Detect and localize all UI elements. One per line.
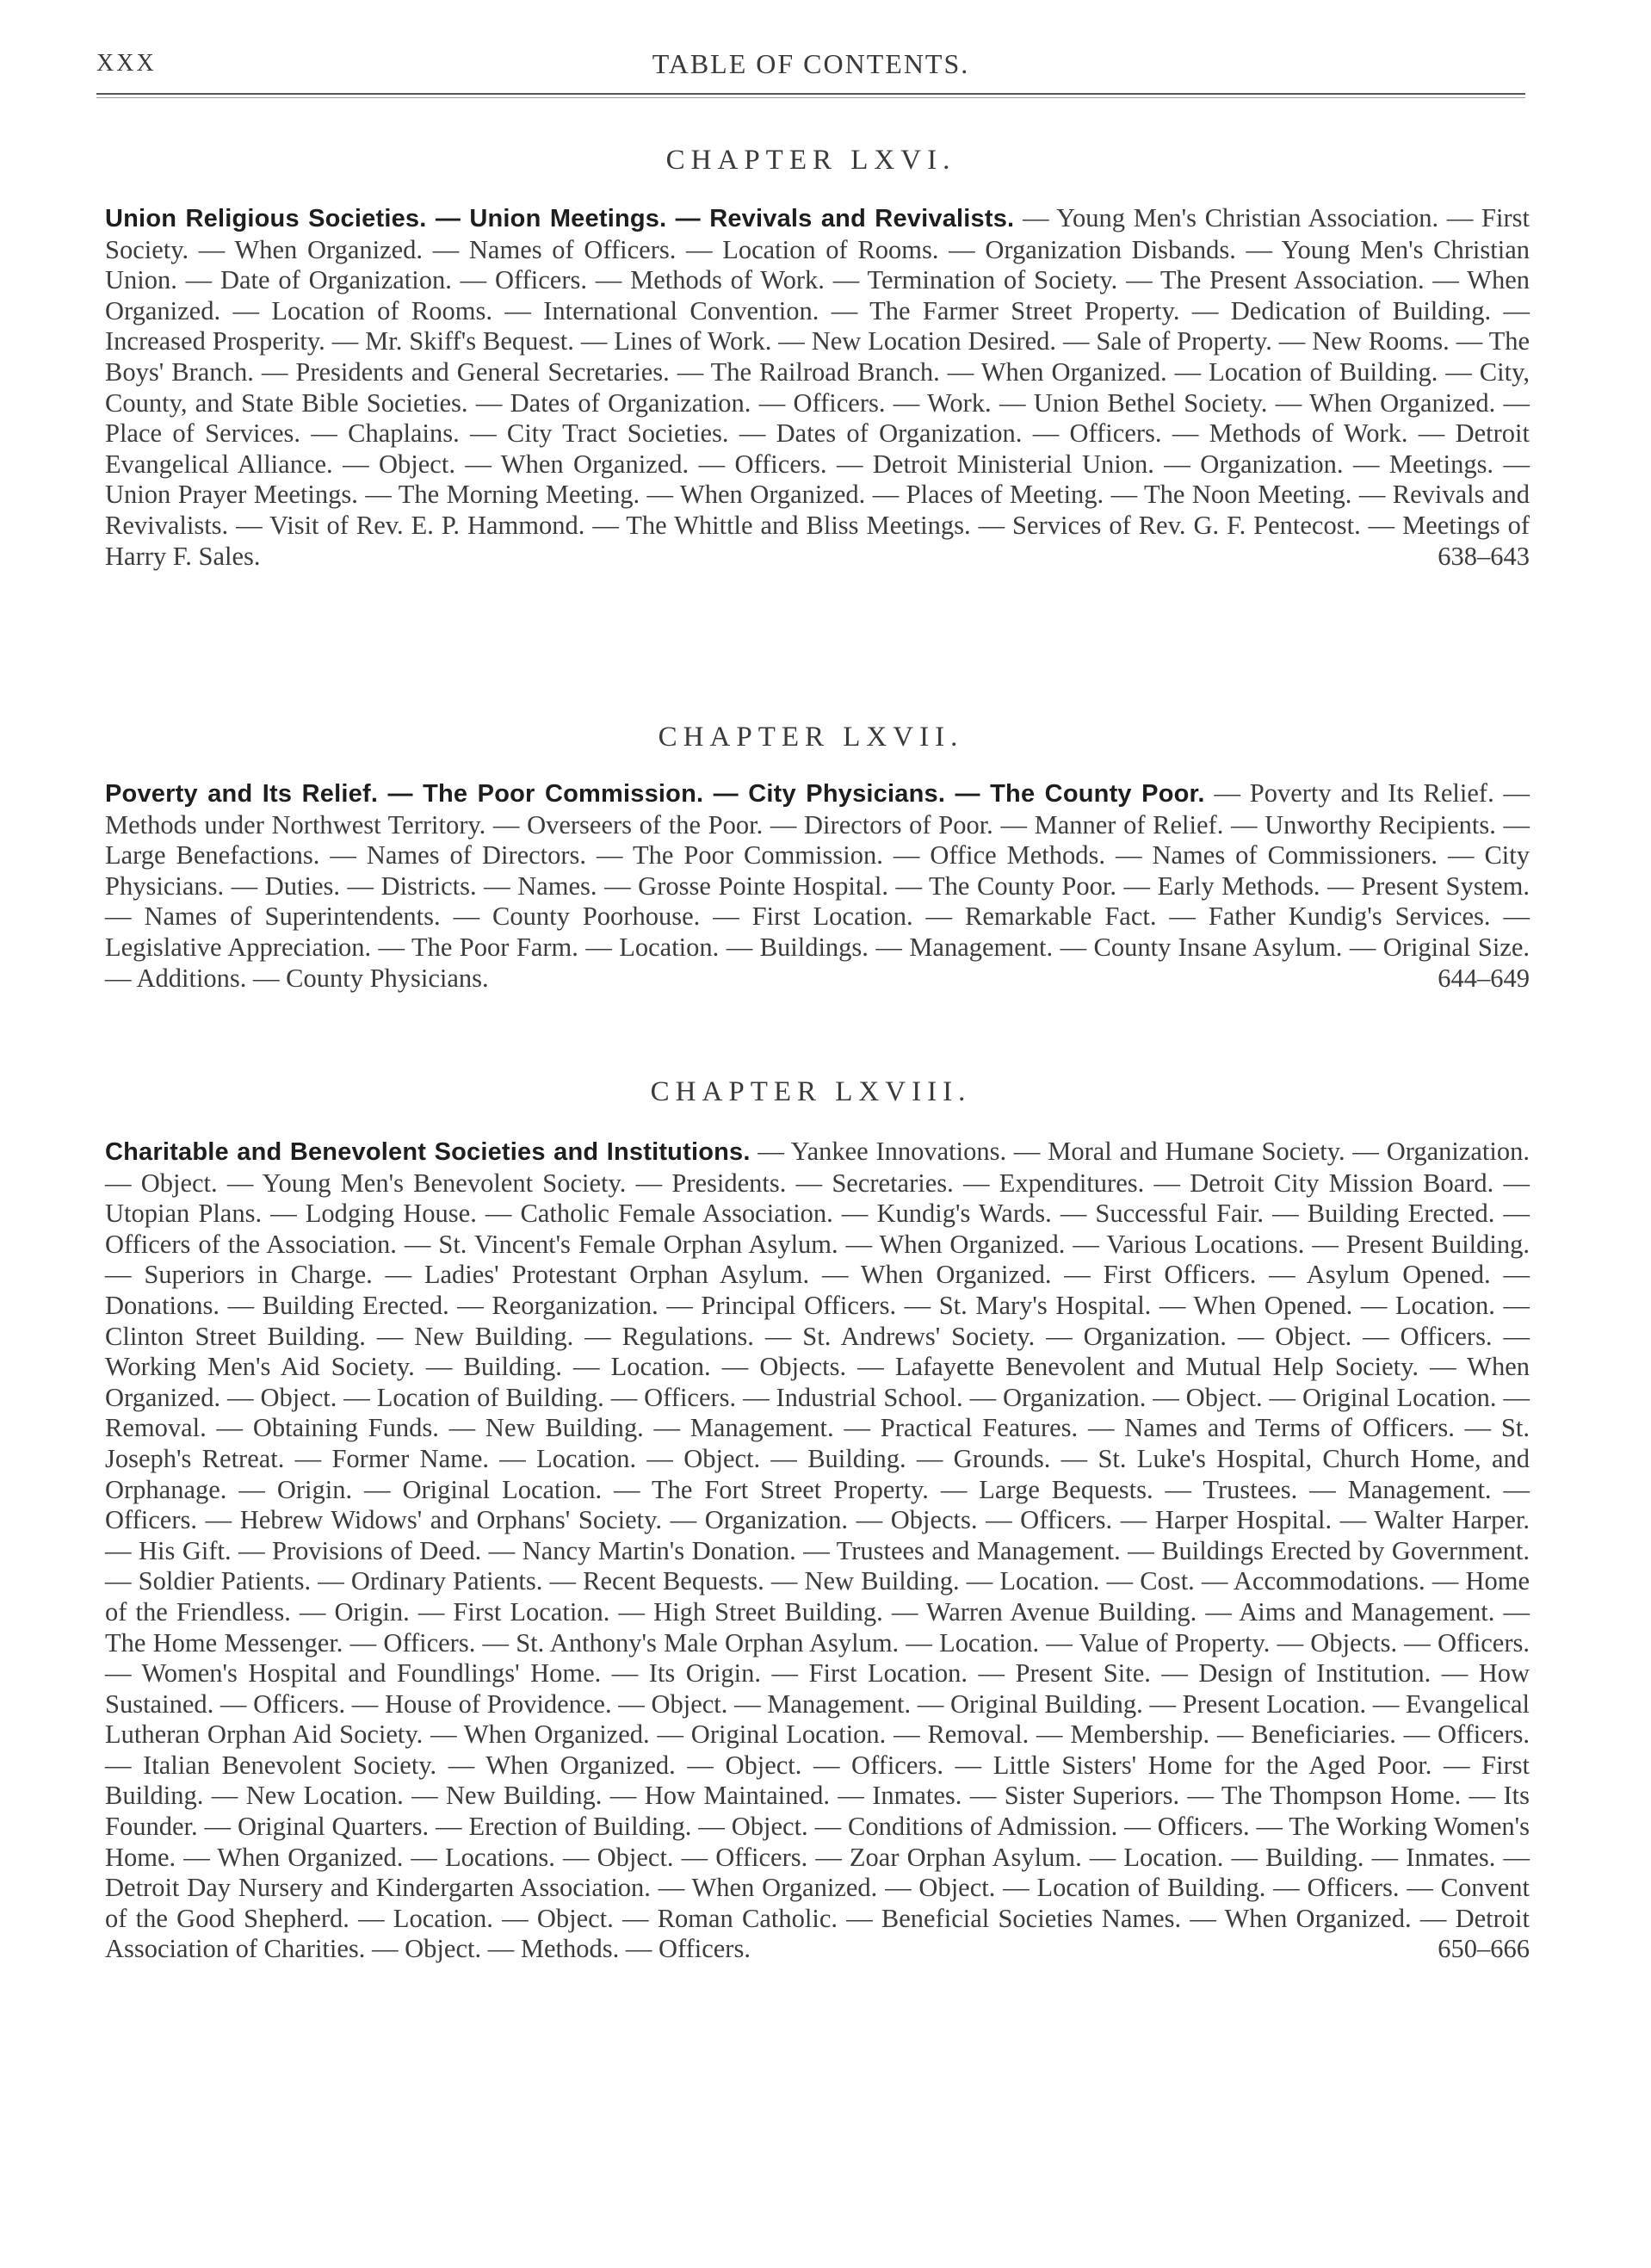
chapter-entry-lxvi — [105, 203, 1530, 572]
chapter-heading-lxviii: CHAPTER LXVIII. — [650, 1076, 972, 1107]
chapter-entry-lxviii — [105, 1137, 1530, 1965]
entry-text: — Young Men's Christian Association. — First Society. — When Organized. — Names of Officers. — Location of Rooms. — Organization Disbands. — Young Men's Christian Union. — Date of Organization. — Officers. — Methods of Work. — Termination of Society. — The Present Association. — When Organized. — Location of Rooms. — International Convention. — The Farmer Street Property. — Dedication of Building. — Increased Prosperity. — Mr. Skiff's Bequest. — Lines of Work. — New Location Desired. — Sale of Property. — New Rooms. — The Boys' Branch. — Presidents and General Secretaries. — The Railroad Branch. — When Organized. — Location of Building. — City, County, and State Bible Societies. — Dates of Organization. — Officers. — Work. — Union Bethel Society. — When Organized. — Place of Services. — Chaplains. — City Tract Societies. — Dates of Organization. — Officers. — Methods of Work. — Detroit Evangelical Alliance. — Object. — When Organized. — Officers. — Detroit Ministerial Union. — Organization. — Meetings. — Union Prayer Meetings. — The Morning Meeting. — When Organized. — Places of Meeting. — The Noon Meeting. — Revivals and Revivalists. — Visit of Rev. E. P. Hammond. — The Whittle and Bliss Meetings. — Services of Rev. G. F. Pentecost. — Meetings of Harry F. Sales. — [105, 203, 1530, 571]
header-rule — [96, 93, 1525, 95]
entry-lead: Charitable and Benevolent Societies and Institutions. — [105, 1138, 751, 1166]
chapter-heading-lxvi: CHAPTER LXVI. — [665, 145, 956, 176]
entry-pages: 638–643 — [1438, 541, 1530, 571]
entry-lead: Poverty and Its Relief. — The Poor Commission. — City Physicians. — The County Poor. — [105, 780, 1205, 808]
header-rule-thin — [96, 97, 1525, 98]
entry-pages: 650–666 — [1438, 1934, 1530, 1964]
running-head — [96, 45, 1525, 79]
entry-lead: Union Religious Societies. — Union Meetings. — Revivals and Revivalists. — [105, 205, 1015, 232]
page-title: TABLE OF CONTENTS. — [652, 48, 970, 79]
chapter-entry-lxvii — [105, 778, 1530, 994]
entry-text: — Poverty and Its Relief. — Methods under Northwest Territory. — Overseers of the Poor. — Directors of Poor. — Manner of Relief. — Unworthy Recipients. — Large Benefactions. — Names of Directors. — The Poor Commission. — Office Methods. — Names of Commissioners. — City Physicians. — Duties. — Districts. — Names. — Grosse Pointe Hospital. — The County Poor. — Early Methods. — Present System. — Names of Superintendents. — County Poorhouse. — First Location. — Remarkable Fact. — Father Kundig's Services. — Legislative Appreciation. — The Poor Farm. — Location. — Buildings. — Management. — County Insane Asylum. — Original Size. — Additions. — County Physicians. — [105, 778, 1530, 993]
entry-text: — Yankee Innovations. — Moral and Humane Society. — Organization. — Object. — Young Men's Benevolent Society. — Presidents. — Secretaries. — Expenditures. — Detroit City Mission Board. — Utopian Plans. — Lodging House. — Catholic Female Association. — Kundig's Wards. — Successful Fair. — Building Erected. — Officers of the Association. — St. Vincent's Female Orphan Asylum. — When Organized. — Various Locations. — Present Building. — Superiors in Charge. — Ladies' Protestant Orphan Asylum. — When Organized. — First Officers. — Asylum Opened. — Donations. — Building Erected. — Reorganization. — Principal Officers. — St. Mary's Hospital. — When Opened. — Location. — Clinton Street Building. — New Building. — Regulations. — St. Andrews' Society. — Organization. — Object. — Officers. — Working Men's Aid Society. — Building. — Location. — Objects. — Lafayette Benevolent and Mutual Help Society. — When Organized. — Object. — Location of Building. — Officers. — Industrial School. — Organization. — Object. — Original Location. — Removal. — Obtaining Funds. — New Building. — Management. — Practical Features. — Names and Terms of Officers. — St. Joseph's Retreat. — Former Name. — Location. — Object. — Building. — Grounds. — St. Luke's Hospital, Church Home, and Orphanage. — Origin. — Original Location. — The Fort Street Property. — Large Bequests. — Trustees. — Management. — Officers. — Hebrew Widows' and Orphans' Society. — Organization. — Objects. — Officers. — Harper Hospital. — Walter Harper. — His Gift. — Provisions of Deed. — Nancy Martin's Donation. — Trustees and Management. — Buildings Erected by Government. — Soldier Patients. — Ordinary Patients. — Recent Bequests. — New Building. — Location. — Cost. — Accommodations. — Home of the Friendless. — Origin. — First Location. — High Street Building. — Warren Avenue Building. — Aims and Management. — The Home Messenger. — Officers. — St. Anthony's Male Orphan Asylum. — Location. — Value of Property. — Objects. — Officers. — Women's Hospital and Foundlings' Home. — Its Origin. — First Location. — Present Site. — Design of Institution. — How Sustained. — Officers. — House of Providence. — Object. — Management. — Original Building. — Present Location. — Evangelical Lutheran Orphan Aid Society. — When Organized. — Original Location. — Removal. — Membership. — Beneficiaries. — Officers. — Italian Benevolent Society. — When Organized. — Object. — Officers. — Little Sisters' Home for the Aged Poor. — First Building. — New Location. — New Building. — How Maintained. — Inmates. — Sister Superiors. — The Thompson Home. — Its Founder. — Original Quarters. — Erection of Building. — Object. — Conditions of Admission. — Officers. — The Working Women's Home. — When Organized. — Locations. — Object. — Officers. — Zoar Orphan Asylum. — Location. — Building. — Inmates. — Detroit Day Nursery and Kindergarten Association. — When Organized. — Object. — Location of Building. — Officers. — Convent of the Good Shepherd. — Location. — Object. — Roman Catholic. — Beneficial Societies Names. — When Organized. — Detroit Association of Charities. — Object. — Methods. — Officers. — [105, 1137, 1530, 1964]
page-folio: XXX — [96, 50, 157, 77]
chapter-heading-lxvii: CHAPTER LXVII. — [658, 722, 964, 753]
entry-pages: 644–649 — [1438, 963, 1530, 993]
